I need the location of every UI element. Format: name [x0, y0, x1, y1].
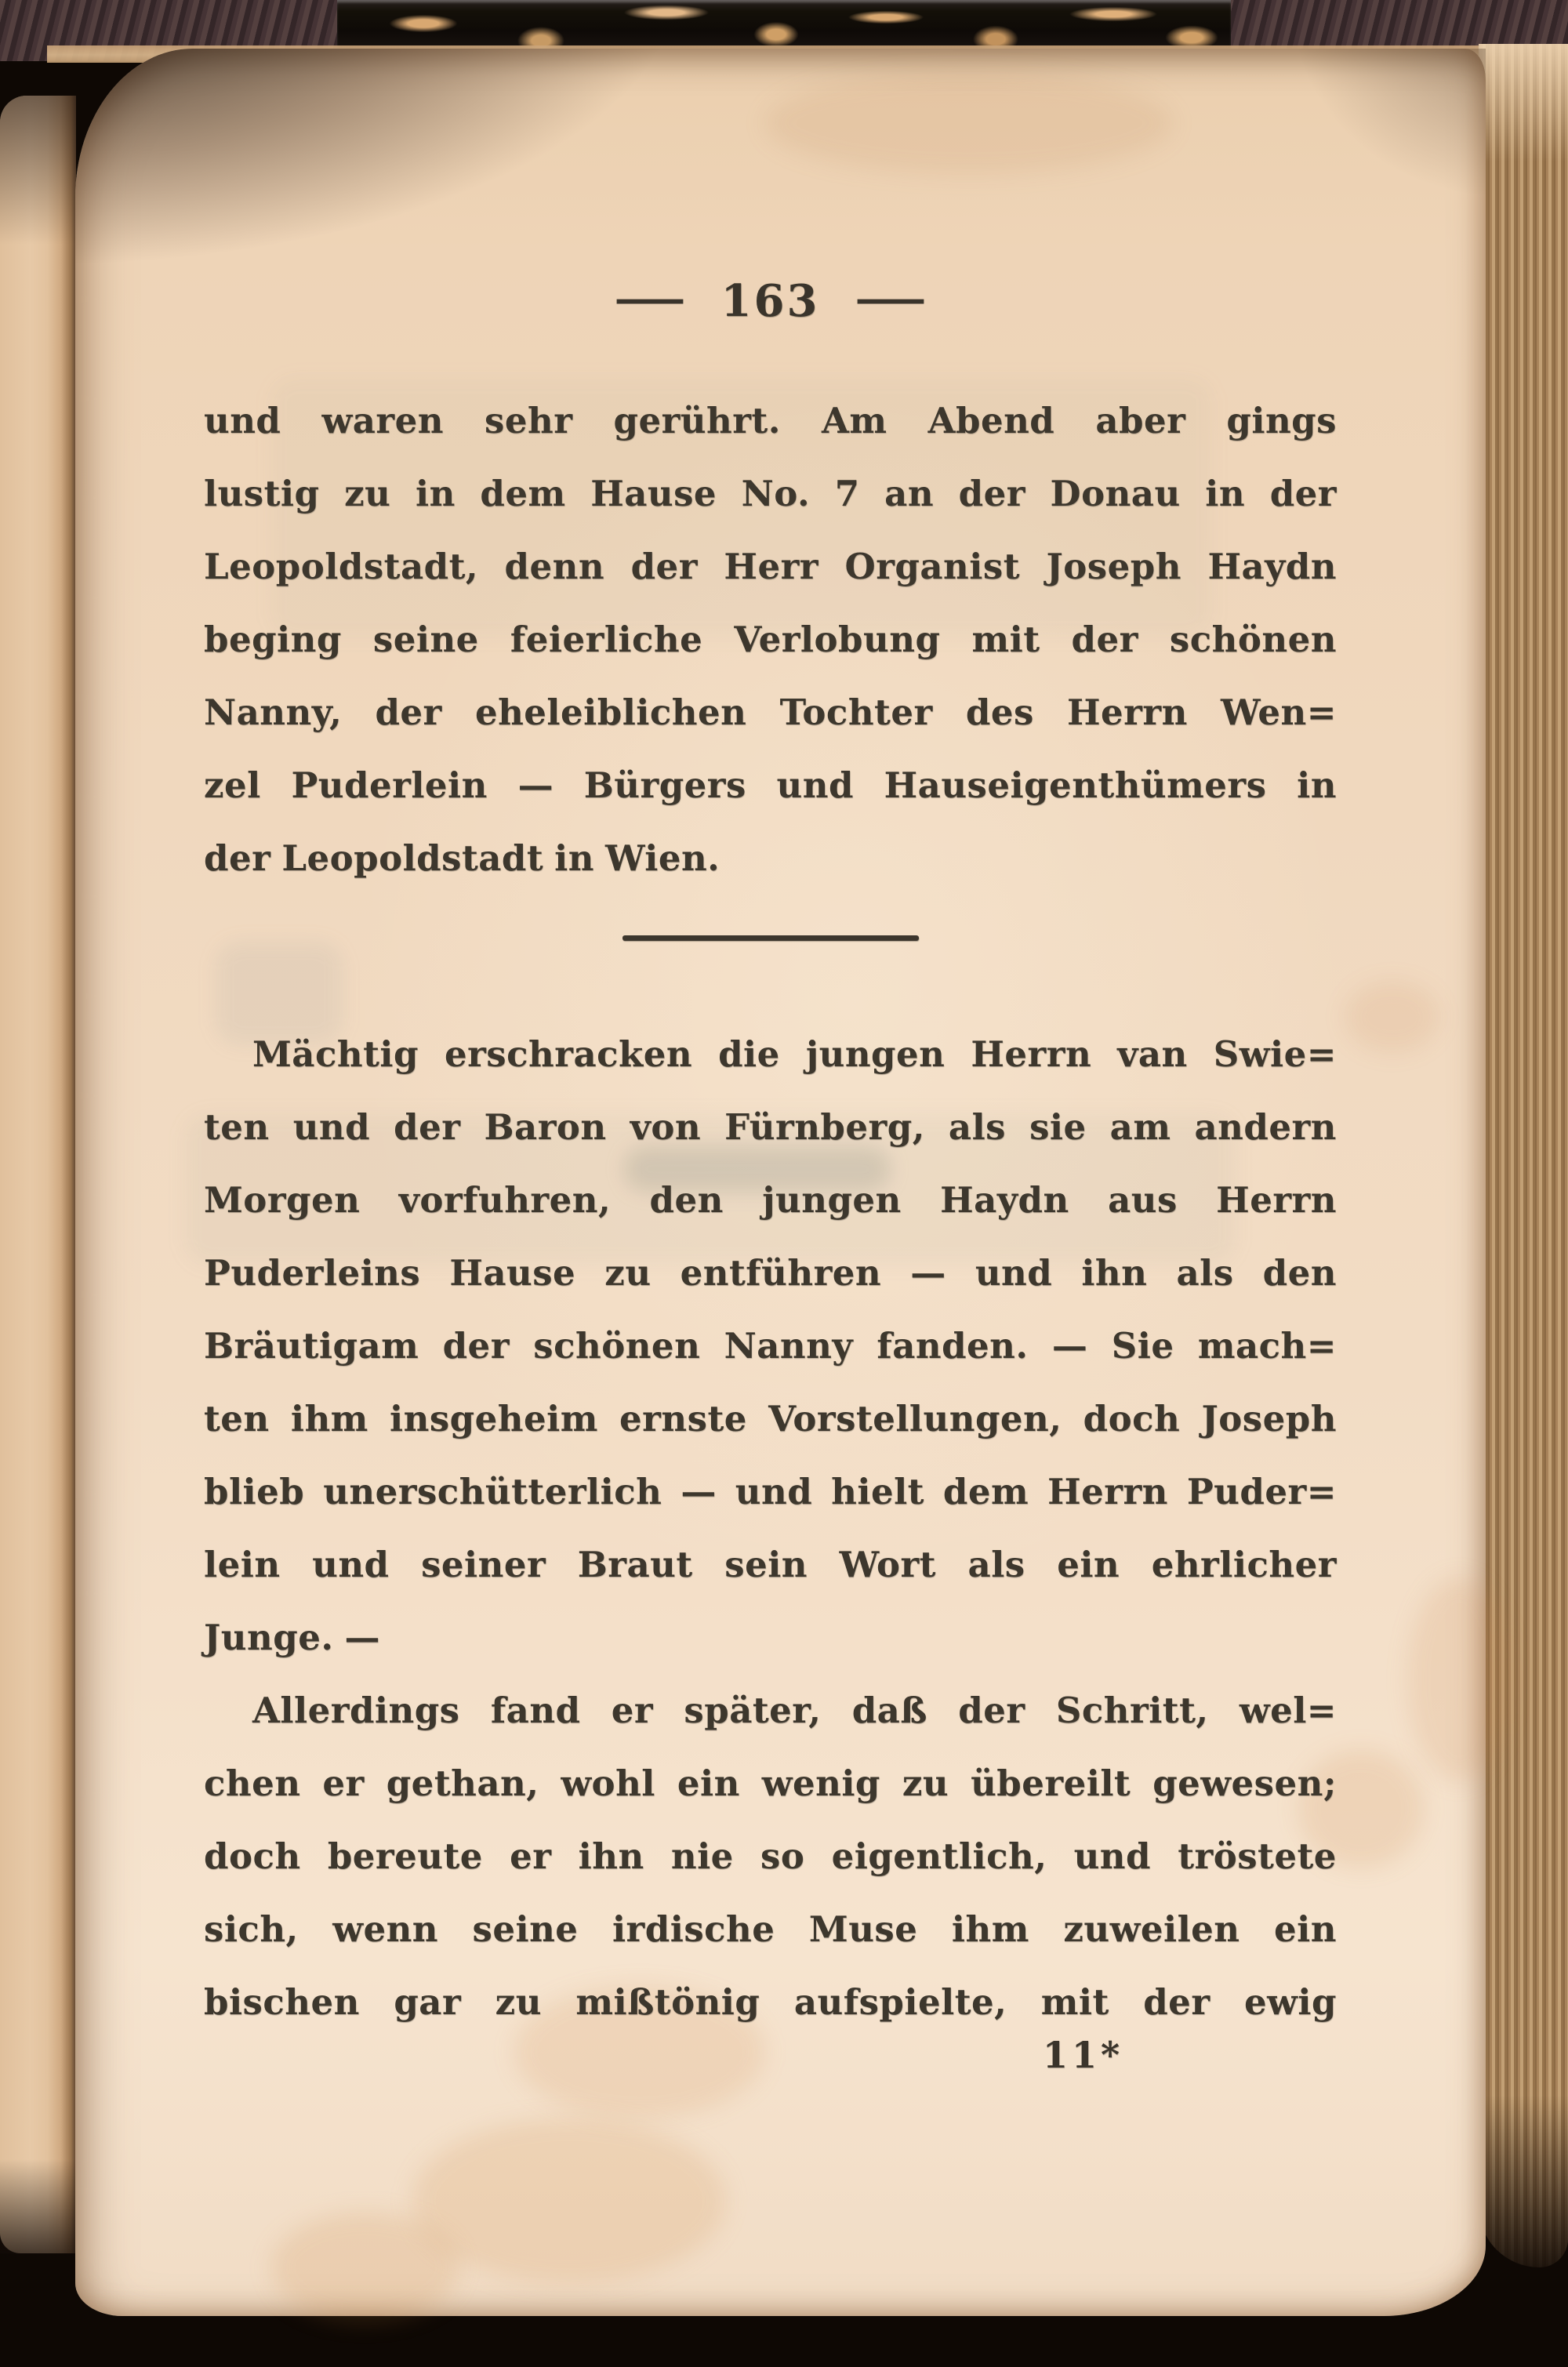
word: Muse [808, 1908, 918, 1950]
word: in [554, 837, 594, 879]
word: blieb [204, 1471, 305, 1512]
word: — [681, 1471, 717, 1512]
word: von [630, 1106, 702, 1148]
word: bischen [204, 1981, 360, 2023]
word: feierliche [510, 619, 703, 660]
word: sehr [485, 400, 573, 441]
text-line [204, 1893, 1337, 1966]
word: wenig [761, 1763, 880, 1804]
word: nie [670, 1835, 734, 1877]
word: wohl [561, 1763, 655, 1804]
word: er [322, 1763, 365, 1804]
word: und [204, 400, 281, 441]
word: Puderleins [204, 1252, 421, 1294]
word: Tochter [779, 692, 933, 733]
word: der [958, 1690, 1025, 1731]
paragraph [204, 384, 1337, 895]
word: der [442, 1325, 510, 1367]
marbled-leather-spine [337, 0, 1231, 52]
foxing-stain [412, 2118, 726, 2283]
word: und [735, 1471, 813, 1512]
word: Joseph [1046, 546, 1181, 587]
word: Allerdings [252, 1690, 460, 1731]
paragraph [204, 1018, 1337, 1674]
word: seine [372, 619, 479, 660]
word: als [967, 1544, 1025, 1585]
text-line [204, 1674, 1337, 1747]
word: ihn [1081, 1252, 1148, 1294]
word: der [375, 692, 442, 733]
word: des [965, 692, 1034, 733]
word: Schritt, [1055, 1690, 1209, 1731]
word: Haydn [940, 1179, 1069, 1221]
word: hielt [831, 1471, 924, 1512]
word: fand [490, 1690, 581, 1731]
word: der [958, 473, 1025, 514]
word: Hause [449, 1252, 576, 1294]
text-line [204, 822, 1337, 895]
word: gewesen; [1152, 1763, 1337, 1804]
word: Hause [590, 473, 717, 514]
text-line [204, 1018, 1337, 1091]
word: Bürgers [583, 764, 746, 806]
word: und [975, 1252, 1053, 1294]
word: den [1262, 1252, 1337, 1294]
text-line [204, 1601, 1337, 1674]
word: Nanny, [204, 692, 343, 733]
word: beging [204, 619, 342, 660]
word: No. [741, 473, 811, 514]
text-line [204, 749, 1337, 822]
word: zel [204, 764, 261, 806]
word: ewig [1244, 1981, 1337, 2023]
word: seiner [421, 1544, 546, 1585]
book-page [75, 49, 1486, 2316]
word: und [1073, 1835, 1151, 1877]
text-line [204, 1455, 1337, 1528]
word: gings [1226, 400, 1337, 441]
word: ihm [951, 1908, 1029, 1950]
word: mit [1040, 1981, 1109, 2023]
text-line [204, 530, 1337, 603]
word: aufspielte, [793, 1981, 1007, 2023]
word: an [884, 473, 935, 514]
word: mißtönig [575, 1981, 760, 2023]
word: zu [902, 1763, 949, 1804]
word: Donau [1050, 473, 1181, 514]
text-line [204, 384, 1337, 457]
word: Nanny [724, 1325, 853, 1367]
word: Verlobung [734, 619, 941, 660]
word: Herrn [971, 1033, 1092, 1075]
word: ihm [290, 1398, 368, 1439]
signature-mark: 11* [1043, 2034, 1124, 2076]
word: er [611, 1690, 654, 1731]
word: — [517, 764, 554, 806]
facing-page-gutter-edge [0, 96, 76, 2253]
word: ten [204, 1106, 270, 1148]
word: ernste [619, 1398, 747, 1439]
word: der [1143, 1981, 1210, 2023]
text-line [204, 457, 1337, 530]
word: doch [1083, 1398, 1181, 1439]
word: sie [1029, 1106, 1087, 1148]
word: Fürnberg, [724, 1106, 925, 1148]
word: schönen [1169, 619, 1337, 660]
text-block [204, 384, 1337, 2038]
word: Am [821, 400, 887, 441]
word: ehrlicher [1151, 1544, 1337, 1585]
word: ein [1274, 1908, 1337, 1950]
word: am [1109, 1106, 1171, 1148]
word: — [1051, 1325, 1088, 1367]
word: waren [321, 400, 444, 441]
word: schönen [533, 1325, 701, 1367]
word: zu [495, 1981, 542, 2023]
foxing-stain [1345, 982, 1439, 1052]
word: daß [851, 1690, 927, 1731]
word: Junge. [204, 1617, 334, 1658]
word: der [630, 546, 698, 587]
text-line [204, 1966, 1337, 2038]
text-line [204, 676, 1337, 749]
word: zu [344, 473, 391, 514]
word: übereilt [971, 1763, 1131, 1804]
word: bereute [327, 1835, 483, 1877]
word: Joseph [1201, 1398, 1337, 1439]
foxing-stain [1408, 1577, 1510, 1781]
page-number: 163 [720, 275, 820, 327]
word: der [1071, 619, 1138, 660]
word: gethan, [386, 1763, 539, 1804]
word: in [1205, 473, 1246, 514]
word: ten [204, 1398, 270, 1439]
word: dem [480, 473, 566, 514]
word: wel= [1239, 1690, 1337, 1731]
word: der [1269, 473, 1337, 514]
word: Sie [1111, 1325, 1174, 1367]
word: tröstete [1178, 1835, 1337, 1877]
word: Puder= [1186, 1471, 1337, 1512]
word: Morgen [204, 1179, 361, 1221]
word: — [344, 1617, 380, 1658]
text-line [204, 1820, 1337, 1893]
word: der [204, 837, 271, 879]
word: van [1117, 1033, 1188, 1075]
word: — [910, 1252, 946, 1294]
word: eigentlich, [831, 1835, 1047, 1877]
section-divider-rule [622, 935, 919, 941]
text-line [204, 1382, 1337, 1455]
word: und [776, 764, 854, 806]
word: als [1176, 1252, 1234, 1294]
word: Bräutigam [204, 1325, 419, 1367]
header-dash-right: — [853, 274, 928, 321]
word: Baron [484, 1106, 607, 1148]
word: jungen [762, 1179, 902, 1221]
word: Wien. [604, 837, 720, 879]
word: unerschütterlich [323, 1471, 662, 1512]
foxing-stain [765, 72, 1173, 174]
fore-edge-page-stack [1479, 44, 1568, 2267]
word: so [760, 1835, 805, 1877]
word: sich, [204, 1908, 299, 1950]
word: Herr [724, 546, 818, 587]
word: irdische [612, 1908, 775, 1950]
word: doch [204, 1835, 301, 1877]
word: die [718, 1033, 780, 1075]
word: mach= [1197, 1325, 1337, 1367]
word: dem [942, 1471, 1029, 1512]
word: Organist [844, 546, 1020, 587]
word: Leopoldstadt, [204, 546, 479, 587]
word: ein [1057, 1544, 1120, 1585]
word: andern [1194, 1106, 1337, 1148]
text-line [204, 1236, 1337, 1309]
word: Puderlein [291, 764, 488, 806]
text-line [204, 1747, 1337, 1820]
text-line [204, 1091, 1337, 1164]
word: den [649, 1179, 724, 1221]
word: Herrn [1216, 1179, 1337, 1221]
word: Hauseigenthümers [884, 764, 1267, 806]
word: Wen= [1221, 692, 1337, 733]
word: chen [204, 1763, 301, 1804]
word: zuweilen [1063, 1908, 1240, 1950]
text-line [204, 1309, 1337, 1382]
word: Braut [577, 1544, 693, 1585]
word: lustig [204, 473, 320, 514]
word: Leopoldstadt [281, 837, 544, 879]
word: Wort [839, 1544, 936, 1585]
word: Herrn [1047, 1471, 1168, 1512]
word: entführen [680, 1252, 882, 1294]
text-line [204, 1528, 1337, 1601]
word: Swie= [1213, 1033, 1337, 1075]
word: gerührt. [613, 400, 781, 441]
word: in [1297, 764, 1337, 806]
page-header [204, 276, 1337, 326]
header-dash-left: — [612, 274, 688, 321]
word: lein [204, 1544, 281, 1585]
word: Herrn [1067, 692, 1188, 733]
word: insgeheim [390, 1398, 598, 1439]
word: fanden. [877, 1325, 1029, 1367]
word: denn [504, 546, 605, 587]
word: seine [472, 1908, 579, 1950]
word: wenn [332, 1908, 439, 1950]
foxing-stain [271, 2213, 459, 2322]
word: ein [677, 1763, 740, 1804]
word: eheleiblichen [474, 692, 747, 733]
word: und [292, 1106, 371, 1148]
word: zu [604, 1252, 652, 1294]
word: er [510, 1835, 552, 1877]
word: mit [971, 619, 1040, 660]
word: Abend [927, 400, 1055, 441]
word: und [312, 1544, 390, 1585]
word: vorfuhren, [398, 1179, 612, 1221]
word: aus [1108, 1179, 1178, 1221]
word: der [394, 1106, 461, 1148]
word: später, [684, 1690, 822, 1731]
word: aber [1095, 400, 1186, 441]
word: Haydn [1207, 546, 1337, 587]
word: als [948, 1106, 1007, 1148]
paragraph [204, 1674, 1337, 2038]
word: jungen [805, 1033, 946, 1075]
word: Vorstellungen, [768, 1398, 1062, 1439]
word: 7 [834, 473, 860, 514]
text-line [204, 603, 1337, 676]
text-line [204, 1164, 1337, 1236]
word: in [415, 473, 456, 514]
word: ihn [578, 1835, 644, 1877]
word: sein [724, 1544, 808, 1585]
word: erschracken [444, 1033, 693, 1075]
word: Mächtig [252, 1033, 419, 1075]
word: gar [394, 1981, 462, 2023]
